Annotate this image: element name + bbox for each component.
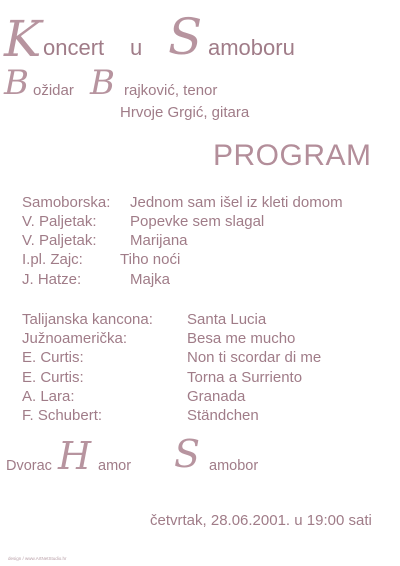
program-work: Ständchen (187, 407, 259, 424)
design-credit: design / www.ArtNetStudio.hr (8, 556, 67, 561)
title-initial-s: S (168, 8, 203, 66)
location-initial-s: S (174, 432, 201, 476)
program-work: Granada (187, 388, 246, 405)
program-composer: Talijanska kancona: (22, 311, 153, 328)
program-work: Majka (130, 271, 171, 288)
program-work: Tiho noći (120, 251, 181, 268)
program-work: Jednom sam išel iz kleti domom (130, 194, 343, 211)
program-work: Popevke sem slagal (130, 213, 265, 230)
performer-last-name-rest: rajković, tenor (124, 82, 218, 99)
performer-guitarist: Hrvoje Grgić, gitara (120, 104, 250, 121)
program-composer: Južnoamerička: (22, 330, 128, 347)
location-word-samobor-rest: amobor (209, 458, 259, 474)
program-composer: F. Schubert: (22, 407, 103, 424)
program-heading: PROGRAM (213, 139, 372, 172)
program-composer: I.pl. Zajc: (22, 251, 83, 268)
program-composer: V. Paljetak: (22, 213, 97, 230)
event-date-time: četvrtak, 28.06.2001. u 19:00 sati (150, 512, 372, 529)
program-composer: E. Curtis: (22, 349, 84, 366)
location-word-dvorac: Dvorac (6, 458, 52, 474)
performer-first-initial: B (4, 63, 29, 103)
title-word-u: u (130, 35, 143, 60)
program-work: Santa Lucia (187, 311, 267, 328)
program-composer: A. Lara: (22, 388, 75, 405)
title-word-koncert-rest: oncert (43, 35, 105, 60)
title-initial-k: K (4, 10, 42, 68)
performer-first-name-rest: ožidar (33, 82, 74, 99)
program-composer: J. Hatze: (22, 271, 82, 288)
program-composer: Samoborska: (22, 194, 111, 211)
program-work: Marijana (130, 232, 188, 249)
program-composer: E. Curtis: (22, 369, 84, 386)
program-work: Torna a Surriento (187, 369, 303, 386)
location-initial-h: H (58, 434, 92, 478)
program-work: Besa me mucho (187, 330, 296, 347)
performer-last-initial: B (90, 63, 115, 103)
location-word-hamor-rest: amor (98, 458, 132, 474)
program-work: Non ti scordar di me (187, 349, 322, 366)
program-composer: V. Paljetak: (22, 232, 97, 249)
title-word-samoboru-rest: amoboru (208, 35, 295, 60)
